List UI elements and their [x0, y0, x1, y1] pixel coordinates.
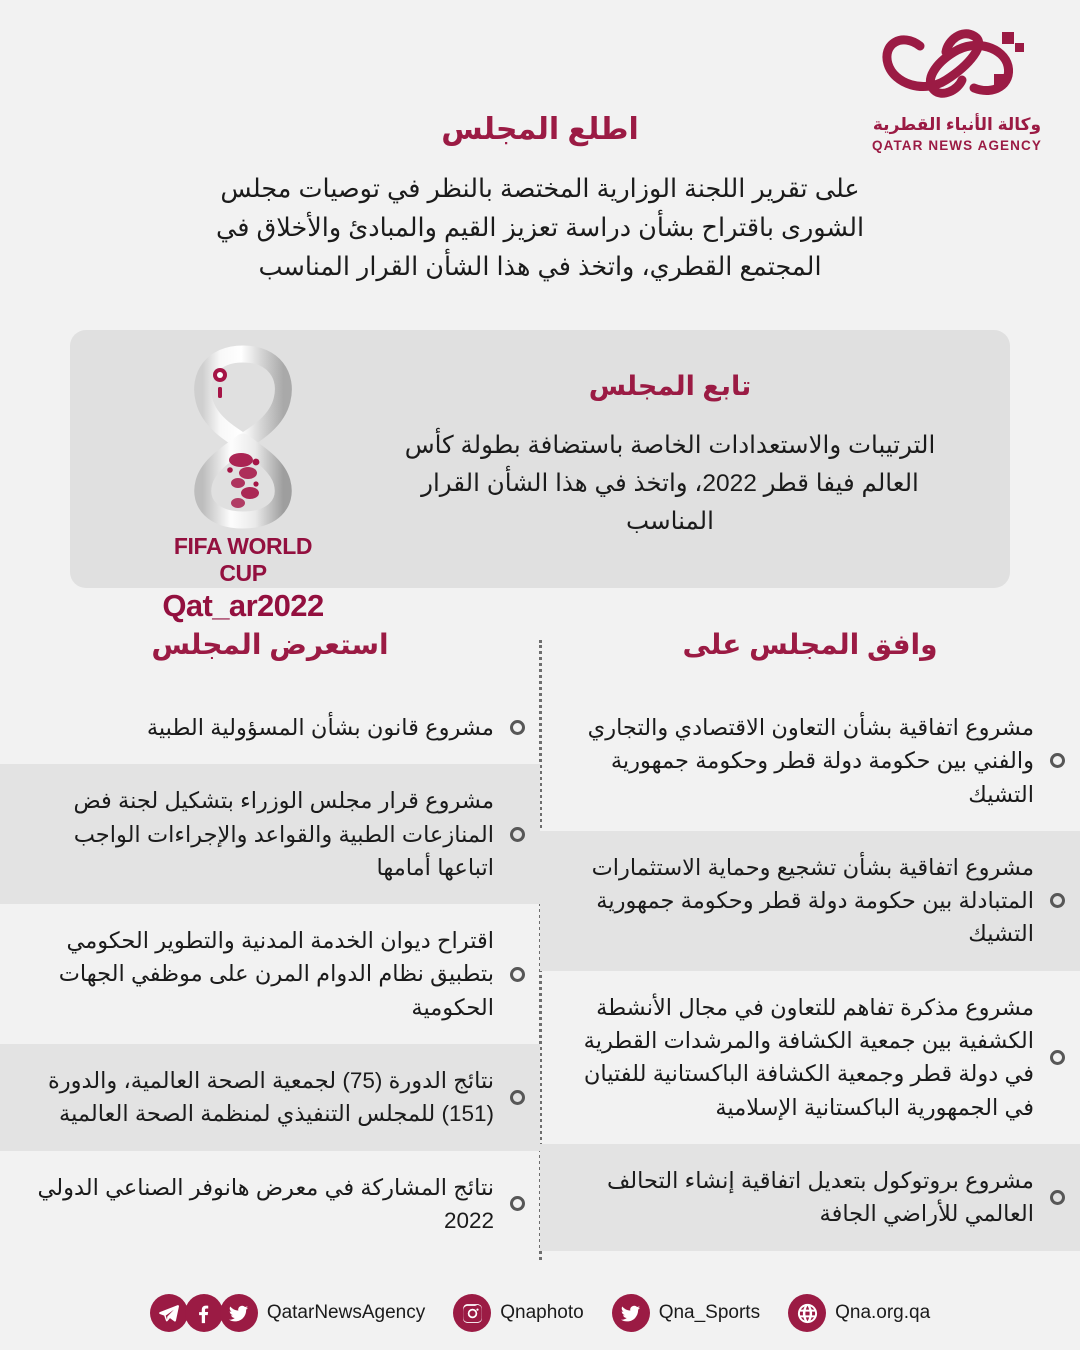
list-item[interactable] — [540, 691, 1080, 831]
list-item-text: مشروع قرار مجلس الوزراء بتشكيل لجنة فض المنازعات الطبية والقواعد والإجراءات الواجب اتباعها أمامها — [73, 788, 494, 880]
fifa-card-text — [370, 370, 970, 541]
instagram-icon[interactable] — [453, 1294, 491, 1332]
list-item-text: مشروع مذكرة تفاهم للتعاون في مجال الأنشطة الكشفية بين جمعية الكشافة والمرشدات القطرية في دولة قطر وجمعية الكشافة الباكستانية للفتيان في الجمهورية الباكستانية الإسلامية — [583, 994, 1034, 1120]
social-footer — [0, 1294, 1080, 1332]
list-item[interactable] — [540, 971, 1080, 1144]
social-group-website[interactable] — [788, 1294, 930, 1332]
bullet-ring-icon — [1034, 753, 1080, 768]
list-item-text: مشروع اتفاقية بشأن تشجيع وحماية الاستثمارات المتبادلة بين حكومة دولة قطر وحكومة جمهورية التشيك — [591, 854, 1034, 947]
fifa-card — [70, 330, 1010, 623]
social-label: QatarNewsAgency — [266, 1302, 426, 1323]
twitter-icon[interactable] — [612, 1294, 650, 1332]
twitter-icon[interactable] — [220, 1294, 258, 1332]
social-group-qnasports[interactable] — [612, 1294, 760, 1332]
fifa-emblem — [148, 342, 338, 624]
bullet-ring-icon — [1034, 1050, 1080, 1065]
bullet-ring-icon — [494, 1090, 540, 1105]
qna-logo-arabic: وكالة الأنباء القطرية — [872, 115, 1042, 134]
list-item-text: نتائج المشاركة في معرض هانوفر الصناعي الدولي 2022 — [37, 1174, 494, 1233]
approved-column — [540, 628, 1080, 1258]
list-item[interactable] — [540, 831, 1080, 971]
list-item[interactable] — [0, 1151, 540, 1258]
list-item-text: مشروع بروتوكول بتعديل اتفاقية إنشاء التحالف العالمي للأراضي الجافة — [606, 1167, 1034, 1227]
fifa-qatar2022-text: Qat_ar2022 — [162, 588, 324, 623]
bullet-ring-icon — [494, 1196, 540, 1211]
fifa-trophy-icon — [168, 342, 318, 532]
list-item-text: مشروع اتفاقية بشأن التعاون الاقتصادي والتجاري والفني بين حكومة دولة قطر وحكومة جمهورية التشيك — [587, 715, 1034, 807]
reviewed-column — [0, 628, 540, 1258]
social-label: Qna.org.qa — [835, 1302, 931, 1323]
bullet-ring-icon — [494, 827, 540, 842]
list-item-text: نتائج الدورة (75) لجمعية الصحة العالمية، والدورة (151) للمجلس التنفيذي لمنظمة الصحة العالمية — [47, 1068, 494, 1127]
qna-logo-mark — [862, 18, 1052, 114]
bullet-ring-icon — [1034, 1190, 1080, 1205]
approved-column-title: وافق المجلس على — [682, 629, 938, 660]
qna-logo-english: QATAR NEWS AGENCY — [872, 138, 1042, 153]
list-item[interactable] — [540, 1144, 1080, 1251]
list-item[interactable] — [0, 691, 540, 764]
bullet-ring-icon — [494, 720, 540, 735]
columns-section — [0, 628, 1080, 1258]
telegram-icon[interactable] — [150, 1294, 188, 1332]
top-section-body: على تقرير اللجنة الوزارية المختصة بالنظر في توصيات مجلس الشورى باقتراح بشأن دراسة تعزيز القيم والمبادئ والأخلاق في المجتمع القطري، واتخذ في هذا الشأن القرار المناسب — [215, 175, 865, 281]
top-section — [0, 112, 1080, 286]
bullet-ring-icon — [1034, 893, 1080, 908]
top-section-title: اطلع المجلس — [441, 113, 639, 146]
globe-icon[interactable] — [788, 1294, 826, 1332]
list-item-text: اقتراح ديوان الخدمة المدنية والتطوير الحكومي بتطبيق نظام الدوام المرن على موظفي الجهات الحكومية — [58, 928, 494, 1020]
social-label: Qnaphoto — [500, 1302, 584, 1323]
social-group-qnaphoto[interactable] — [453, 1294, 583, 1332]
list-item-text: مشروع قانون بشأن المسؤولية الطبية — [146, 715, 494, 740]
social-label: Qna_Sports — [658, 1302, 761, 1323]
reviewed-column-title: استعرض المجلس — [151, 629, 389, 660]
social-group-qatarnewsagency[interactable] — [150, 1294, 425, 1332]
facebook-icon[interactable] — [185, 1294, 223, 1332]
fifa-worldcup-text: FIFA WORLD CUP — [173, 533, 313, 586]
bullet-ring-icon — [494, 967, 540, 982]
fifa-card-title: تابع المجلس — [588, 371, 752, 401]
list-item[interactable] — [0, 904, 540, 1044]
list-item[interactable] — [0, 764, 540, 904]
fifa-card-body: الترتيبات والاستعدادات الخاصة باستضافة بطولة كأس العالم فيفا قطر 2022، واتخذ في هذا الشأن القرار المناسب — [404, 432, 936, 536]
list-item[interactable] — [0, 1044, 540, 1151]
